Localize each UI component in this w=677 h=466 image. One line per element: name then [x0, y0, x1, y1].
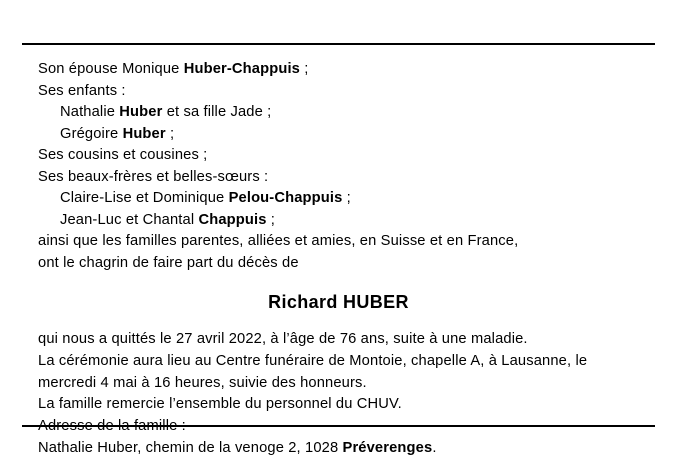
text-run: ont le chagrin de faire part du décès de [38, 254, 299, 271]
text-run: Ses beaux-frères et belles-sœurs : [38, 168, 269, 185]
text-run: et sa fille Jade ; [162, 104, 272, 120]
emphasized-text: Huber [122, 125, 166, 142]
survivors-line [38, 188, 639, 210]
text-run: Claire-Lise et Dominique [60, 190, 229, 206]
body-line [38, 394, 639, 416]
text-run: Ses cousins et cousines ; [38, 147, 208, 163]
survivors-line [38, 231, 639, 253]
text-run: ; [266, 211, 276, 228]
emphasized-text: Préverenges [342, 439, 433, 456]
text-run: mercredi 4 mai à 16 heures, suivie des honneurs. [38, 374, 367, 391]
survivors-line [38, 124, 639, 146]
survivors-line [38, 59, 639, 81]
survivors-line [38, 167, 639, 189]
text-run: Ses enfants : [38, 82, 126, 99]
announcement-body [38, 329, 639, 460]
emphasized-text: Chappuis [198, 211, 267, 228]
survivors-line [38, 253, 639, 275]
survivors-line [38, 210, 639, 232]
body-line [38, 373, 639, 395]
text-run: ; [165, 125, 175, 142]
emphasized-text: Pelou-Chappuis [228, 190, 343, 206]
body-line [38, 438, 639, 460]
death-notice-card [22, 43, 655, 456]
text-run: Jean-Luc et Chantal [60, 211, 199, 228]
text-run: . [432, 439, 437, 456]
text-run: La famille remercie l’ensemble du personnel du CHUV. [38, 396, 402, 413]
survivors-line [38, 145, 639, 167]
text-run: ; [300, 61, 309, 77]
body-line [38, 351, 639, 373]
body-line [38, 416, 639, 438]
emphasized-text: Huber [119, 104, 163, 120]
text-run: ainsi que les familles parentes, alliées et amies, en Suisse et en France, [38, 233, 519, 249]
text-run: Nathalie Huber, chemin de la venoge 2, 1028 [38, 439, 343, 456]
survivors-block [38, 59, 639, 274]
text-run: ; [342, 190, 351, 206]
survivors-line [38, 81, 639, 103]
body-line [38, 329, 639, 351]
text-run: Nathalie [60, 104, 120, 120]
text-run: Son épouse Monique [38, 61, 184, 77]
emphasized-text: Huber-Chappuis [183, 61, 300, 77]
deceased-name: Richard HUBER [268, 292, 409, 312]
survivors-line [38, 102, 639, 124]
text-run: La cérémonie aura lieu au Centre funéraire de Montoie, chapelle A, à Lausanne, le [38, 352, 588, 369]
text-run: Adresse de la famille : [38, 418, 186, 435]
text-run: qui nous a quittés le 27 avril 2022, à l’âge de 76 ans, suite à une maladie. [38, 331, 528, 347]
text-run: Grégoire [60, 125, 123, 142]
